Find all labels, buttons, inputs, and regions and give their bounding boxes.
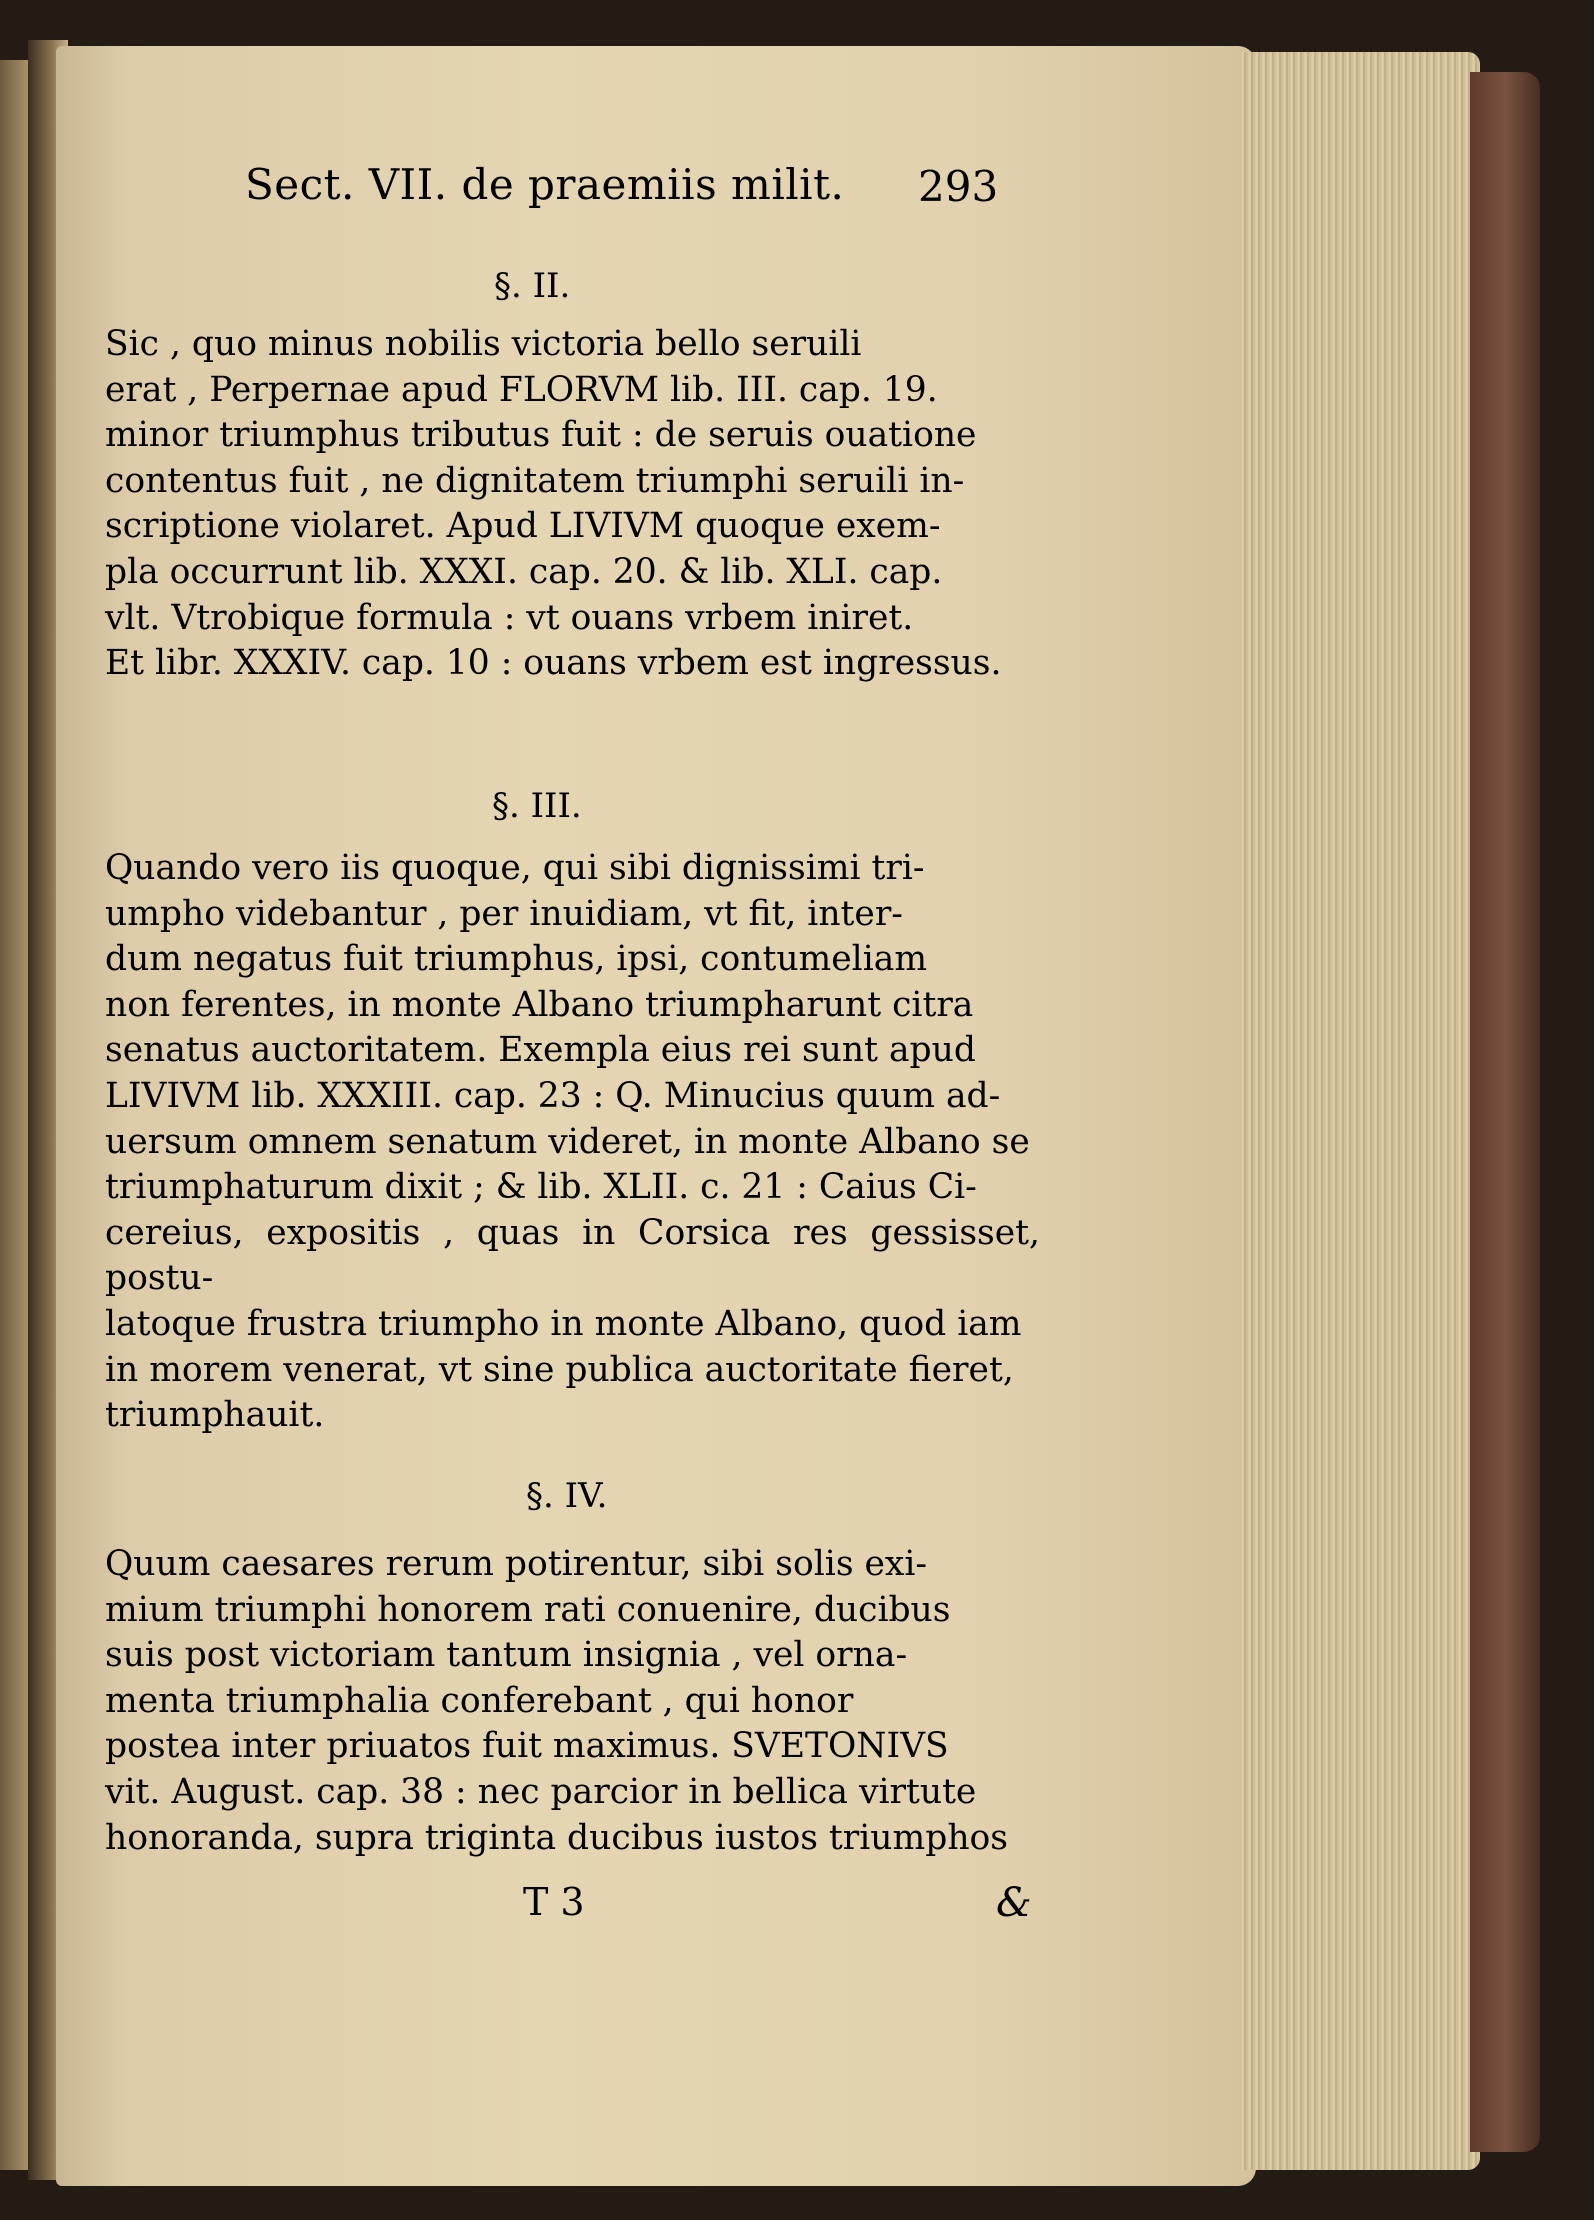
text-line: triumphauit.: [105, 1395, 325, 1436]
text-line: menta triumphalia conferebant , qui honor: [105, 1680, 854, 1721]
text-line: vlt. Vtrobique formula : vt ouans vrbem iniret.: [105, 597, 914, 638]
text-line: dum negatus fuit triumphus, ipsi, contumeliam: [105, 939, 928, 980]
text-line: erat , Perpernae apud FLORVM lib. III. cap. 19.: [105, 369, 938, 410]
catchword: &: [996, 1880, 1032, 1926]
text-line: cereius, expositis , quas in Corsica res gessisset, postu-: [105, 1212, 1040, 1299]
section-paragraph: [105, 846, 1040, 1439]
section-paragraph: [105, 1542, 1040, 1861]
text-line: Et libr. XXXIV. cap. 10 : ouans vrbem est ingressus.: [105, 643, 1002, 684]
text-line: vit. August. cap. 38 : nec parcior in bellica virtute: [105, 1771, 977, 1812]
text-line: in morem venerat, vt sine publica auctoritate fieret,: [105, 1349, 1014, 1390]
text-line: LIVIVM lib. XXXIII. cap. 23 : Q. Minucius quum ad-: [105, 1075, 1001, 1116]
text-line: suis post victoriam tantum insignia , vel orna-: [105, 1635, 908, 1676]
text-line: uersum omnem senatum videret, in monte Albano se: [105, 1121, 1030, 1162]
text-line: scriptione violaret. Apud LIVIVM quoque exem-: [105, 506, 941, 547]
section-heading: §. II.: [494, 266, 571, 306]
text-line: postea inter priuatos fuit maximus. SVETONIVS: [105, 1726, 949, 1767]
page-number: 293: [918, 162, 999, 211]
text-line: minor triumphus tributus fuit : de seruis ouatione: [105, 415, 977, 456]
text-line: Quum caesares rerum potirentur, sibi solis exi-: [105, 1544, 928, 1584]
text-line: latoque frustra triumpho in monte Albano, quod iam: [105, 1303, 1022, 1344]
page-edges: [1240, 52, 1480, 2170]
text-line: senatus auctoritatem. Exempla eius rei sunt apud: [105, 1030, 976, 1071]
text-line: pla occurrunt lib. XXXI. cap. 20. & lib. XLI. cap.: [105, 551, 943, 592]
section-heading: §. IV.: [526, 1476, 608, 1516]
signature-mark: T 3: [523, 1880, 585, 1924]
book-cover: [1470, 72, 1540, 2152]
text-line: honoranda, supra triginta ducibus iustos triumphos: [105, 1817, 1009, 1858]
section-heading: §. III.: [492, 786, 582, 826]
text-line: Sic , quo minus nobilis victoria bello seruili: [105, 324, 862, 364]
text-line: mium triumphi honorem rati conuenire, ducibus: [105, 1589, 951, 1630]
text-line: non ferentes, in monte Albano triumpharunt citra: [105, 984, 974, 1025]
text-line: Quando vero iis quoque, qui sibi dignissimi tri-: [105, 848, 925, 888]
text-line: contentus fuit , ne dignitatem triumphi seruili in-: [105, 460, 965, 501]
section-paragraph: [105, 322, 1040, 687]
running-head: Sect. VII. de praemiis milit.: [245, 160, 845, 209]
text-line: umpho videbantur , per inuidiam, vt fit, inter-: [105, 893, 903, 934]
text-line: triumphaturum dixit ; & lib. XLII. c. 21 : Caius Ci-: [105, 1167, 977, 1208]
